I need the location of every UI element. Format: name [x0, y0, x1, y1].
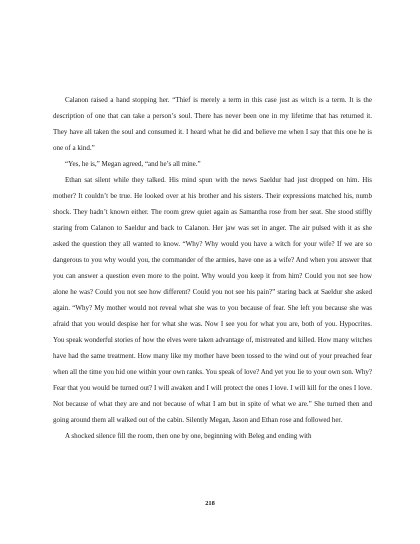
paragraph: Ethan sat silent while they talked. His mind spun with the news Saeldur had just dropped on him. His mother? It couldn’t be true. He looked over at his brother and his sisters. Their expressions matched his, numb shock. They hadn’t known either. The room grew quiet again as Samantha rose from her seat. She stood stiffly staring from Calanon to Saeldur and back to Calanon. Her jaw was set in anger. The air pulsed with it as she asked the question they all wanted to know. “Why? Why would you have a witch for your wife? If we are so dangerous to you why would you, the commander of the armies, have one as a wife? And when you answer that you can answer a question even more to the point. Why would you keep it from him? Could you not see how alone he was? Could you not see how different? Could you not see his pain?” staring back at Saeldur she asked again. “Why? My mother would not reveal what she was to you because of fear. She left you because she was afraid that you would despise her for what she was. Now I see you for what you are, both of you. Hypocrites. You speak wonderful stories of how the elves were taken advantage of, mistreated and killed. How many witches have had the same treatment. How many like my mother have been tossed to the wind out of your preached fear when all the time you hid one within your own ranks. You speak of love? And yet you lie to your own son. Why? Fear that you would be turned out? I will awaken and I will protect the ones I love. I will kill for the ones I love. Not because of what they are and not because of what I am but in spite of what we are.” She turned then and going around them all walked out of the cabin. Silently Megan, Jason and Ethan rose and followed her.	[53, 176, 372, 424]
paragraph: “Yes, he is,” Megan agreed, “and he’s all mine.”	[65, 160, 201, 168]
paragraph: Calanon raised a hand stopping her. “Thief is merely a term in this case just as witch is a term. It is the description of one that can take a person’s soul. There has never been one in my lifetime that has returned it. They have all taken the soul and consumed it. I heard what he did and believe me when I say that this one he is one of a kind.”	[53, 96, 372, 152]
paragraph: A shocked silence fill the room, then one by one, beginning with Beleg and ending with	[65, 432, 312, 440]
body-text	[53, 92, 372, 444]
page-number: 218	[205, 500, 215, 507]
